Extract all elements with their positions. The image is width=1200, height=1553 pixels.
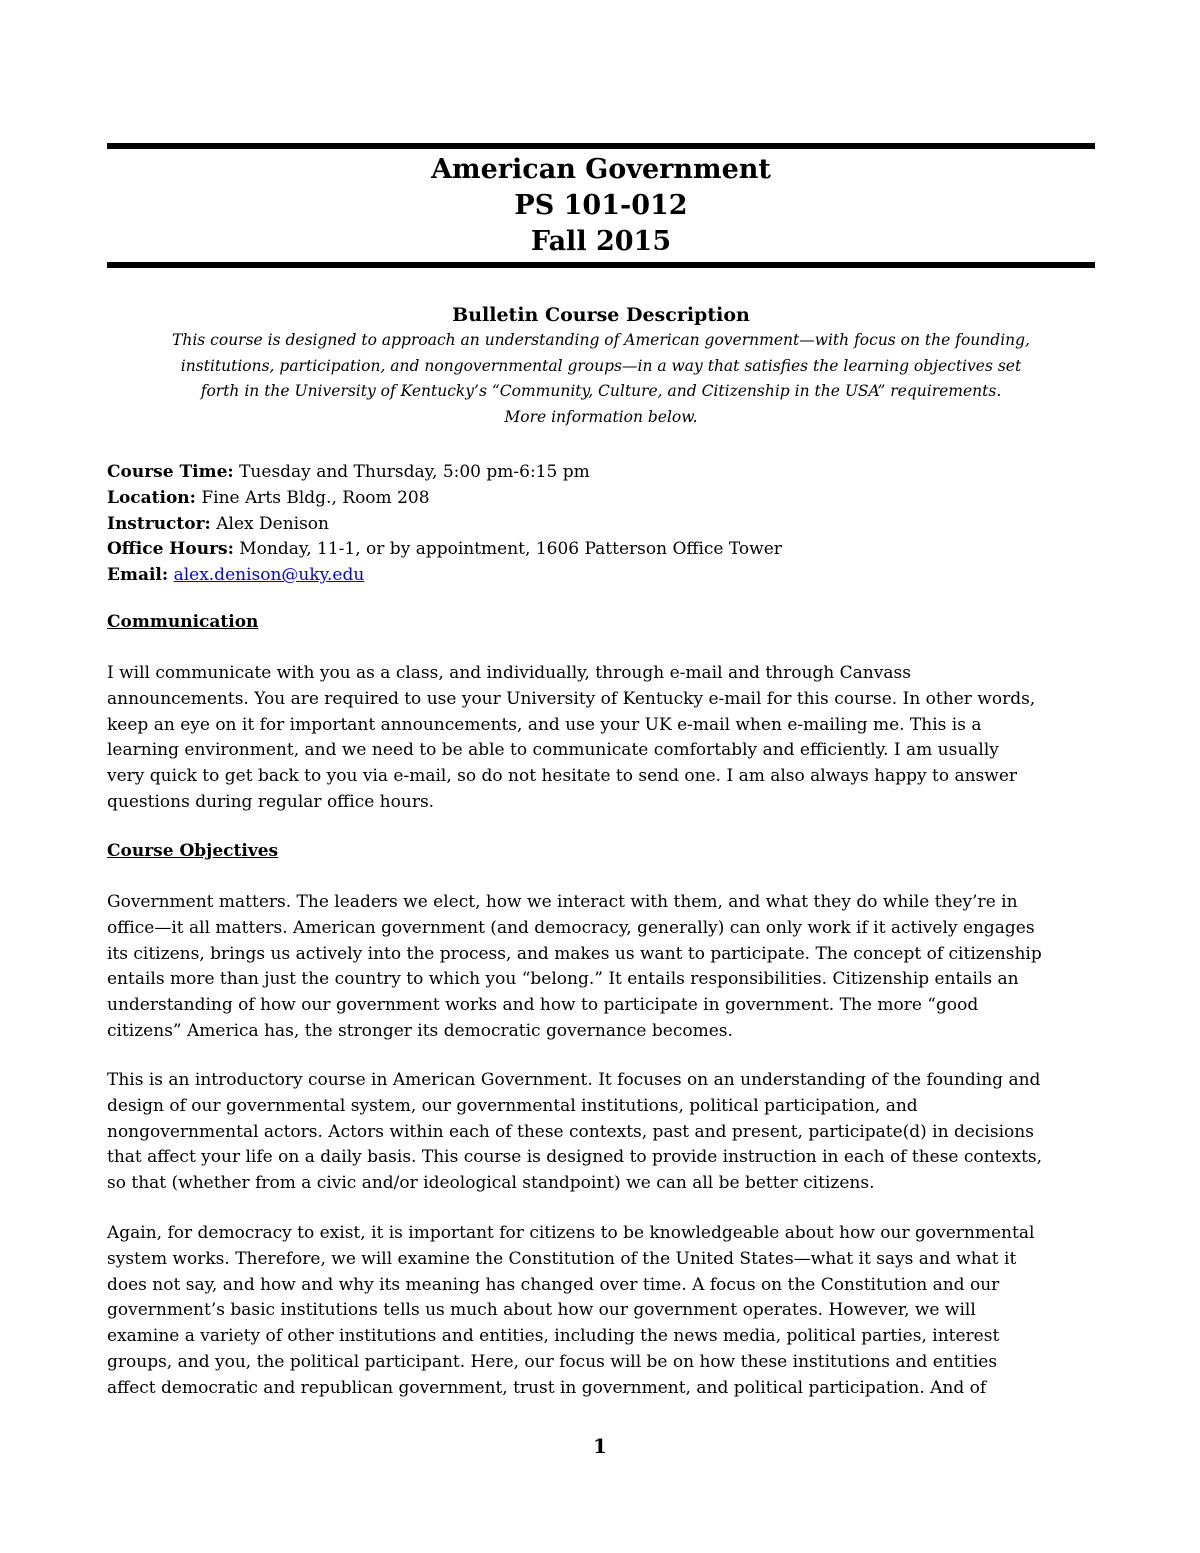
objectives-paragraph-1 xyxy=(107,890,1095,1045)
bulletin-text xyxy=(107,328,1095,430)
course-time-label: Course Time: xyxy=(107,462,234,482)
course-title: American Government xyxy=(431,154,771,185)
title-block xyxy=(107,152,1095,260)
bulletin-description xyxy=(107,302,1095,430)
top-rule xyxy=(107,143,1095,149)
paragraph-line: so that (whether from a civic and/or ideological standpoint) we can all be better citizens. xyxy=(107,1173,875,1194)
paragraph-line: examine a variety of other institutions and entities, including the news media, political parties, interest xyxy=(107,1326,1000,1347)
communication-heading: Communication xyxy=(107,612,259,632)
course-info xyxy=(107,460,1095,589)
bulletin-line: forth in the University of Kentucky’s “Community, Culture, and Citizenship in the USA” requirements. xyxy=(200,382,1002,400)
page-number: 1 xyxy=(593,1434,607,1458)
course-time-line xyxy=(107,460,1095,486)
email-line xyxy=(107,563,1095,589)
paragraph-line: system works. Therefore, we will examine the Constitution of the United States—what it says and what it xyxy=(107,1248,1017,1269)
paragraph-line: very quick to get back to you via e-mail, so do not hesitate to send one. I am also always happy to answer xyxy=(107,766,1018,787)
course-code: PS 101-012 xyxy=(514,190,688,221)
paragraph-line: office—it all matters. American government (and democracy, generally) can only work if it actively engages xyxy=(107,917,1035,938)
paragraph-line: Government matters. The leaders we elect, how we interact with them, and what they do while they’re in xyxy=(107,892,1018,912)
paragraph-line: does not say, and how and why its meaning has changed over time. A focus on the Constitution and our xyxy=(107,1274,1000,1295)
objectives-paragraph-3 xyxy=(107,1221,1095,1402)
paragraph-line: affect democratic and republican government, trust in government, and political participation. And of xyxy=(107,1377,987,1398)
objectives-heading: Course Objectives xyxy=(107,841,279,861)
communication-paragraph xyxy=(107,661,1095,816)
paragraph-line: questions during regular office hours. xyxy=(107,791,435,812)
location-label: Location: xyxy=(107,487,196,508)
paragraph-line: groups, and you, the political participant. Here, our focus will be on how these institutions and entities xyxy=(107,1351,998,1372)
location-value: Fine Arts Bldg., Room 208 xyxy=(195,487,430,508)
bulletin-line: This course is designed to approach an understanding of American government—with focus on the founding, xyxy=(172,331,1030,349)
instructor-line xyxy=(107,512,1095,538)
course-time-value: Tuesday and Thursday, 5:00 pm-6:15 pm xyxy=(233,462,590,482)
office-hours-value: Monday, 11-1, or by appointment, 1606 Patterson Office Tower xyxy=(233,539,782,560)
paragraph-line: understanding of how our government works and how to participate in government. The more “good xyxy=(107,995,979,1016)
paragraph-line: keep an eye on it for important announcements, and use your UK e-mail when e-mailing me. This is a xyxy=(107,714,982,735)
location-line xyxy=(107,486,1095,512)
paragraph-line: nongovernmental actors. Actors within each of these contexts, past and present, participate(d) in decisions xyxy=(107,1121,1034,1142)
bottom-rule xyxy=(107,262,1095,268)
bulletin-heading: Bulletin Course Description xyxy=(452,304,750,326)
email-label: Email: xyxy=(107,565,169,586)
paragraph-line: Again, for democracy to exist, it is important for citizens to be knowledgeable about how our governmental xyxy=(107,1223,1035,1243)
paragraph-line: citizens” America has, the stronger its democratic governance becomes. xyxy=(107,1020,733,1041)
objectives-paragraph-2 xyxy=(107,1068,1095,1197)
paragraph-line: that affect your life on a daily basis. This course is designed to provide instruction in each of these contexts, xyxy=(107,1147,1043,1168)
bulletin-line: institutions, participation, and nongovernmental groups—in a way that satisfies the learning objectives set xyxy=(180,356,1022,375)
paragraph-line: its citizens, brings us actively into the process, and makes us want to participate. The concept of citizenship xyxy=(107,943,1042,964)
paragraph-line: learning environment, and we need to be able to communicate comfortably and efficiently. I am usually xyxy=(107,740,999,761)
paragraph-line: announcements. You are required to use your University of Kentucky e-mail for this course. In other words, xyxy=(107,688,1036,709)
paragraph-line: entails more than just the country to which you “belong.” It entails responsibilities. Citizenship entails an xyxy=(107,969,1019,990)
instructor-value: Alex Denison xyxy=(210,513,329,534)
paragraph-line: design of our governmental system, our governmental institutions, political participation, and xyxy=(107,1095,918,1116)
bulletin-line: More information below. xyxy=(504,407,698,426)
paragraph-line: I will communicate with you as a class, and individually, through e-mail and through Canvass xyxy=(107,663,911,683)
instructor-label: Instructor: xyxy=(107,513,211,534)
email-link[interactable]: alex.denison@uky.edu xyxy=(173,565,365,586)
office-hours-label: Office Hours: xyxy=(107,539,234,560)
paragraph-line: This is an introductory course in American Government. It focuses on an understanding of the founding and xyxy=(107,1070,1041,1090)
course-term: Fall 2015 xyxy=(530,226,672,257)
office-hours-line xyxy=(107,537,1095,563)
paragraph-line: government’s basic institutions tells us much about how our government operates. However, we will xyxy=(107,1300,976,1321)
objectives-section xyxy=(107,839,1095,865)
communication-section xyxy=(107,610,1095,636)
